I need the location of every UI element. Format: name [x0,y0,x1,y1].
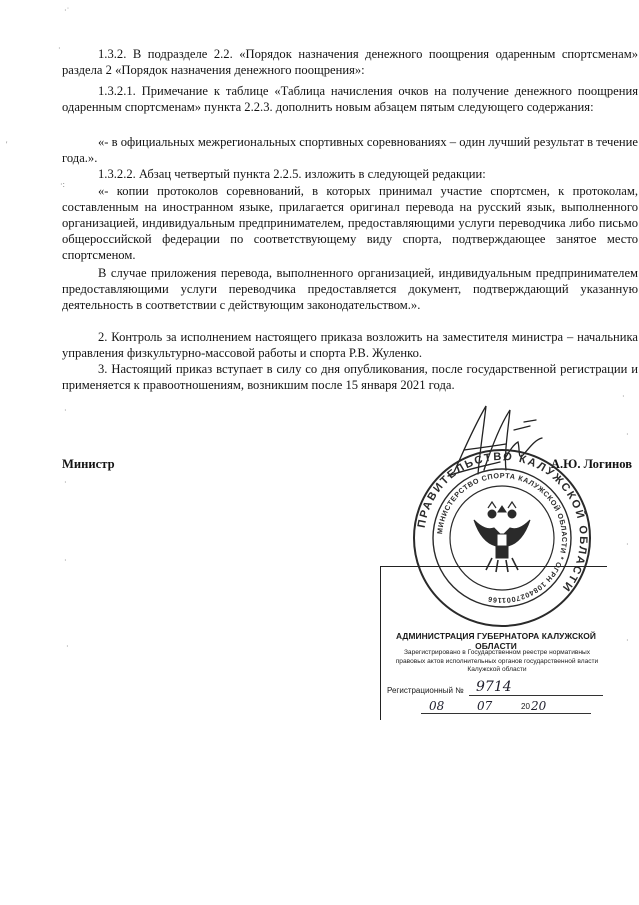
paragraph-control: 2. Контроль за исполнением настоящего приказа возложить на заместителя министра – начальника управления физкультурно-массовой работы и спорта Р.В. Жуленко. [62,330,638,360]
stamp-body-line: Калужской области [467,666,527,673]
minister-title: Министр [62,457,115,471]
stamp-reg-number: 9714 [476,679,512,695]
paragraph-quote-interregional: «- в официальных межрегиональных спортивных соревнованиях – один лучший результат в течение года.». [62,135,638,165]
stamp-date-month: 07 [477,699,493,713]
stamp-body-line: Зарегистрировано в Государственном реестре нормативных [403,649,591,656]
stamp-date-year-suffix: 20 [531,699,547,713]
seal-inner-text: МИНИСТЕРСТВО СПОРТА КАЛУЖСКОЙ ОБЛАСТИ * ОГРН 1084027001166 [435,470,570,606]
eagle-emblem-icon [474,502,530,572]
stamp-reg-label: Регистрационный № [387,686,464,695]
stamp-body [387,649,607,675]
stamp-date-year-prefix: 20 [521,702,530,711]
stamp-date-day: 08 [429,699,445,713]
paragraph-effective-date: 3. Настоящий приказ вступает в силу со дня опубликования, после государственной регистрации и применяется к правоотношениям, возникшим после 15 января 2021 года. [62,362,638,392]
stamp-header: АДМИНИСТРАЦИЯ ГУБЕРНАТОРА КАЛУЖСКОЙ ОБЛАСТИ [395,631,597,651]
paragraph-translation: В случае приложения перевода, выполненного организацией, индивидуальным предпринимателем предоставляющими услуги переводчика предоставляется документ, подтверждающий указанную деятельность в соответствии с действующим законодательством.». [62,266,638,312]
paragraph-1-3-2-1: 1.3.2.1. Примечание к таблице «Таблица начисления очков на получение денежного поощрения одаренным спортсменам» пункта 2.2.3. дополнить новым абзацем пятым следующего содержания: [62,84,638,114]
stamp-reg-underline [469,695,603,696]
paragraph-1-3-2-2: 1.3.2.2. Абзац четвертый пункта 2.2.5. изложить в следующей редакции: [98,167,486,181]
minister-name: А.Ю. Логинов [550,457,632,471]
stamp-body-line: правовых актов исполнительных органов государственной власти [395,657,599,665]
paragraph-quote-protocols: «- копии протоколов соревнований, в которых принимал участие спортсмен, к протоколам, составленным на иностранном языке, прилагается оригинал перевода на русский язык, выполненного организацией, индивидуальным предпринимателем, предоставляющими услуги переводчика либо письмо общероссийской федерации по соответствующему виду спорта, подтверждающее занятое место спортсменом. [62,184,638,262]
seal-outer-text: ПРАВИТЕЛЬСТВО КАЛУЖСКОЙ ОБЛАСТИ [415,450,590,595]
document-page: 1.3.2. В подразделе 2.2. «Порядок назначения денежного поощрения одаренным спортсменам» раздела 2 «Порядок назначения денежного поощрения»: 1.3.2.1. Примечание к таблице «Таблица начисления очков на получение денежного поощрения одаренным спортсменам» пункта 2.2.3. дополнить новым абзацем пятым следующего содержания: «- в официальных межрегиональных спортивных соревнованиях – один лучший результат в течение года.». 1.3.2.2. Абзац четвертый пункта 2.2.5. изложить в следующей редакции: «- копии протоколов соревнований, в которых принимал участие спортсмен, к протоколам, составленным на иностранном языке, прилагается оригинал перевода на русский язык, выполненного организацией, индивидуальным предпринимателем, предоставляющими услуги переводчика либо письмо общероссийской федерации по соответствующему виду спорта, подтверждающее занятое место спортсменом. В случае приложения перевода, выполненного организацией, индивидуальным предпринимателем предоставляющими услуги переводчика предоставляется документ, подтверждающий указанную деятельность в соответствии с действующим законодательством.». 2. Контроль за исполнением настоящего приказа возложить на заместителя министра – начальника управления физкультурно-массовой работы и спорта Р.В. Жуленко. 3. Настоящий приказ вступает в силу со дня опубликования, после государственной регистрации и применяется к правоотношениям, возникшим после 15 января 2021 года. Министр А.Ю. Логинов ПРАВИТЕЛЬСТВО КАЛУЖСКОЙ ОБЛАСТИ МИНИСТЕРСТВО СПОРТА КАЛУЖСКОЙ ОБЛАСТИ * ОГРН 1084027001166 АДМИНИСТРАЦИЯ ГУБЕРНАТОРА КАЛУЖСКОЙ ОБЛАСТИ Зарегистрировано в Государственном реестре нормативных правовых актов исполнительных органов государственной власти Калужской области Регистрационный № 9714 08 07 20 20 ·˙ · ' ·: · · · · · · · · [0,0,639,905]
stamp-date-underline [421,713,591,714]
registration-stamp [380,566,607,720]
paragraph-1-3-2: 1.3.2. В подразделе 2.2. «Порядок назначения денежного поощрения одаренным спортсменам» раздела 2 «Порядок назначения денежного поощрения»: [62,47,638,77]
